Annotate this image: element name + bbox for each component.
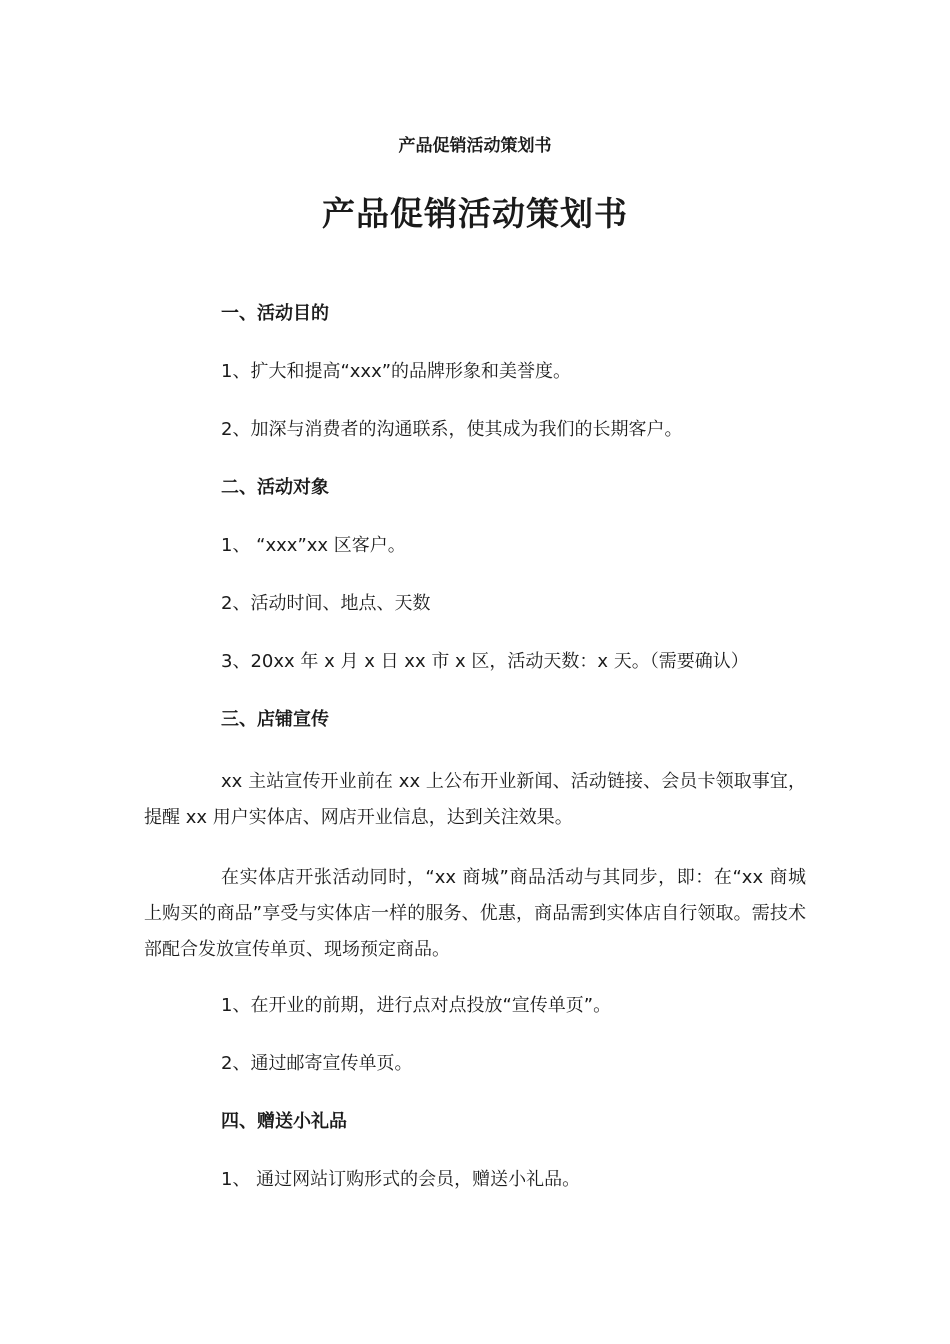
document-title: 产品促销活动策划书 (322, 194, 628, 233)
document-body (144, 300, 806, 1224)
section-heading-gifts: 四、赠送小礼品 (221, 1111, 347, 1132)
section-heading-purpose: 一、活动目的 (221, 303, 329, 324)
paragraph: 在实体店开张活动同时，“xx 商城”商品活动与其同步，即：在“xx 商城上购买的商品”享受与实体店一样的服务、优惠，商品需到实体店自行领取。需技术部配合发放宣传单页、现场预定商品。 (144, 867, 806, 960)
section-heading-audience: 二、活动对象 (221, 477, 329, 498)
list-item: 1、在开业的前期，进行点对点投放“宣传单页”。 (221, 995, 612, 1016)
list-item: 1、扩大和提高“xxx”的品牌形象和美誉度。 (221, 361, 572, 382)
list-item: 1、 通过网站订购形式的会员，赠送小礼品。 (221, 1169, 581, 1190)
list-item: 1、 “xxx”xx 区客户。 (221, 535, 406, 556)
section-heading-promotion: 三、店铺宣传 (221, 709, 329, 730)
list-item: 3、20xx 年 x 月 x 日 xx 市 x 区，活动天数：x 天。（需要确认） (221, 651, 749, 672)
paragraph: xx 主站宣传开业前在 xx 上公布开业新闻、活动链接、会员卡领取事宜，提醒 xx 用户实体店、网店开业信息，达到关注效果。 (144, 771, 806, 828)
page-header-title: 产品促销活动策划书 (398, 136, 552, 156)
list-item: 2、加深与消费者的沟通联系，使其成为我们的长期客户。 (221, 419, 683, 440)
list-item: 2、通过邮寄宣传单页。 (221, 1053, 413, 1074)
list-item: 2、活动时间、地点、天数 (221, 593, 431, 614)
